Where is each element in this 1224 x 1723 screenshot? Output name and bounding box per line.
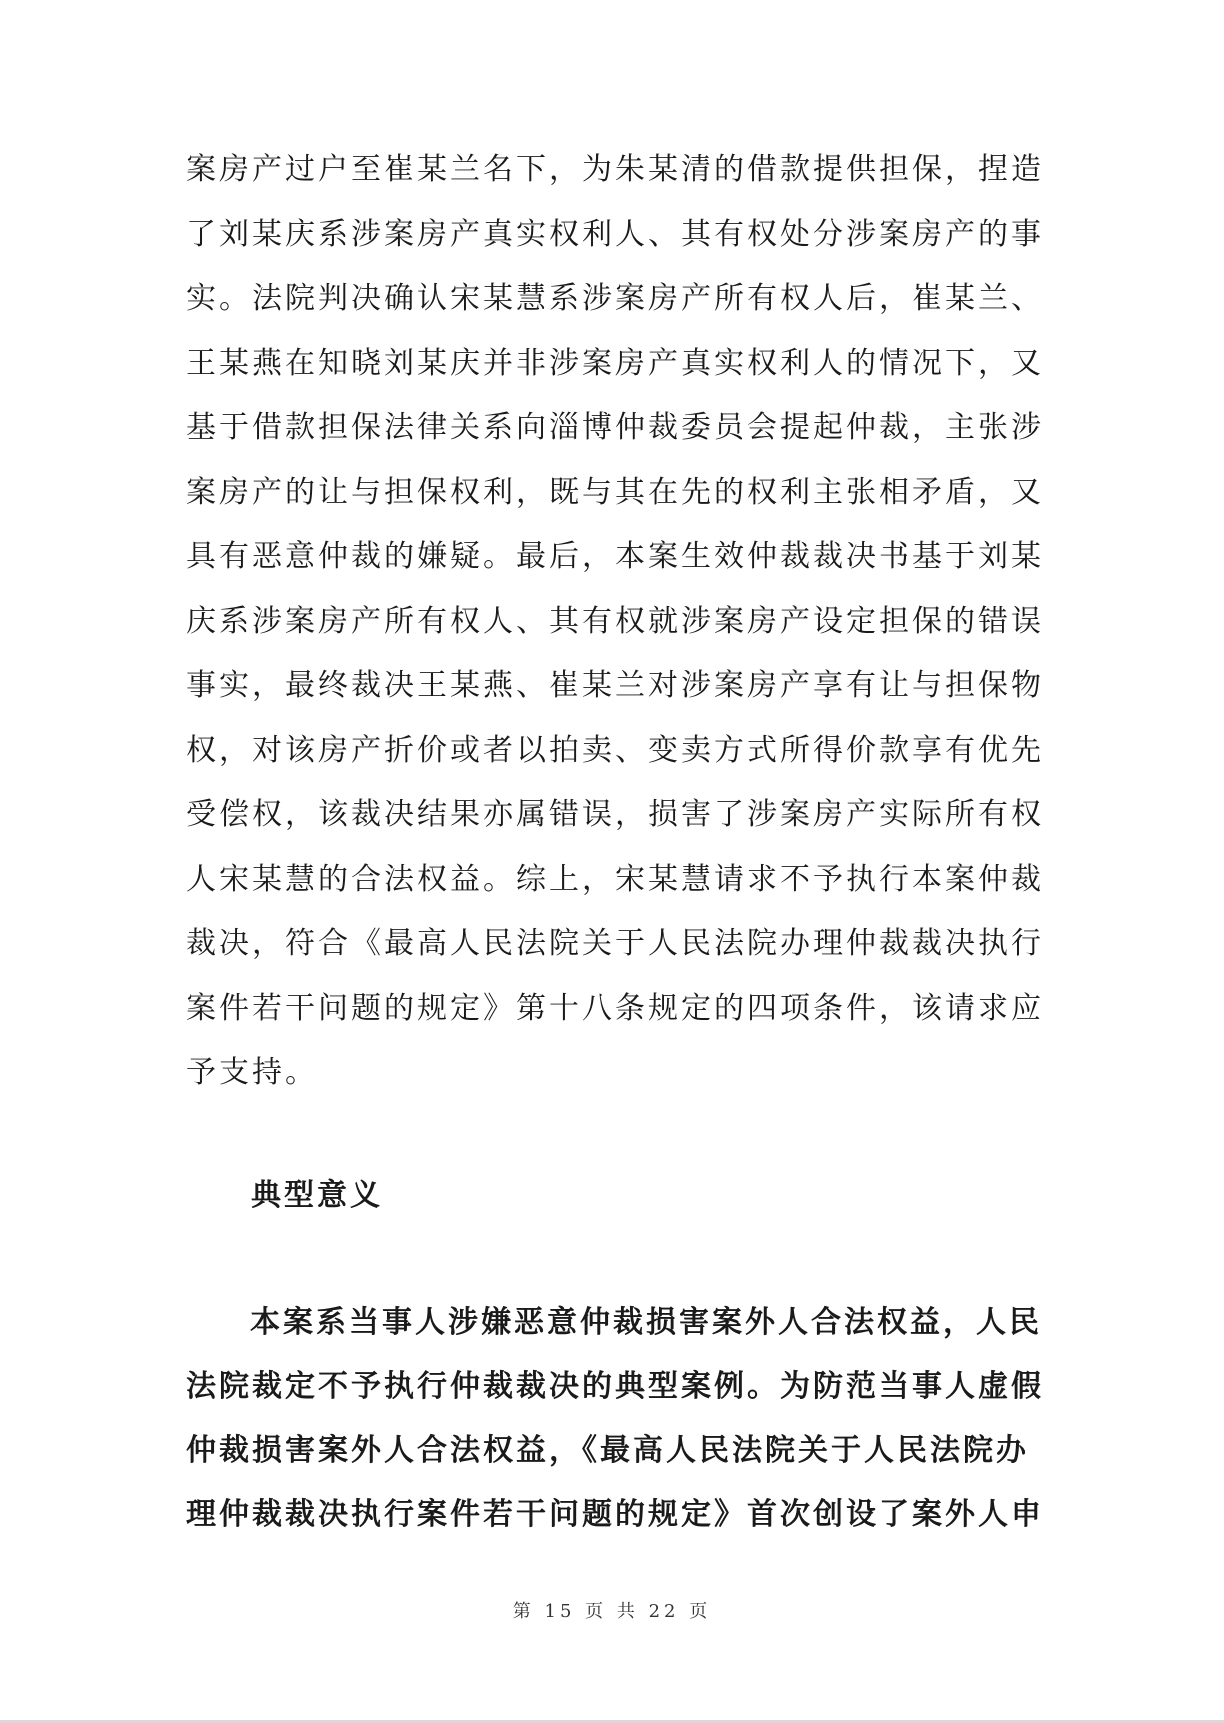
- page-number-footer: 第 15 页 共 22 页: [512, 1601, 712, 1622]
- section-heading: 典型意义: [251, 1178, 383, 1213]
- body-paragraph: [186, 138, 1044, 1106]
- text-line: 受偿权，该裁决结果亦属错误，损害了涉案房产实际所有权: [186, 797, 1044, 832]
- text-line: 予支持。: [186, 1055, 318, 1090]
- text-line: 王某燕在知晓刘某庆并非涉案房产真实权利人的情况下，又: [186, 345, 1044, 381]
- text-line: 法院裁定不予执行仲裁裁决的典型案例。为防范当事人虚假: [186, 1369, 1044, 1404]
- text-line: 仲裁损害案外人合法权益，《最高人民法院关于人民法院办: [186, 1433, 1029, 1468]
- text-line: 实。法院判决确认宋某慧系涉案房产所有权人后，崔某兰、: [186, 281, 1044, 316]
- text-line: 庆系涉案房产所有权人、其有权就涉案房产设定担保的错误: [186, 603, 1044, 639]
- text-line: 事实，最终裁决王某燕、崔某兰对涉案房产享有让与担保物: [186, 668, 1044, 703]
- text-line: 了刘某庆系涉案房产真实权利人、其有权处分涉案房产的事: [186, 216, 1044, 252]
- text-line: 理仲裁裁决执行案件若干问题的规定》首次创设了案外人申: [186, 1497, 1044, 1532]
- text-line: 具有恶意仲裁的嫌疑。最后，本案生效仲裁裁决书基于刘某: [186, 539, 1044, 574]
- text-line: 裁决，符合《最高人民法院关于人民法院办理仲裁裁决执行: [186, 926, 1044, 961]
- text-line: 本案系当事人涉嫌恶意仲裁损害案外人合法权益，人民: [250, 1305, 1042, 1340]
- text-line: 人宋某慧的合法权益。综上，宋某慧请求不予执行本案仲裁: [186, 861, 1044, 897]
- text-line: 权，对该房产折价或者以拍卖、变卖方式所得价款享有优先: [186, 732, 1044, 768]
- text-line: 案件若干问题的规定》第十八条规定的四项条件，该请求应: [186, 990, 1044, 1026]
- significance-paragraph: [186, 1291, 1044, 1547]
- text-line: 案房产的让与担保权利，既与其在先的权利主张相矛盾，又: [186, 474, 1044, 510]
- text-line: 基于借款担保法律关系向淄博仲裁委员会提起仲裁，主张涉: [186, 410, 1044, 445]
- text-line: 案房产过户至崔某兰名下，为朱某清的借款提供担保，捏造: [186, 152, 1044, 187]
